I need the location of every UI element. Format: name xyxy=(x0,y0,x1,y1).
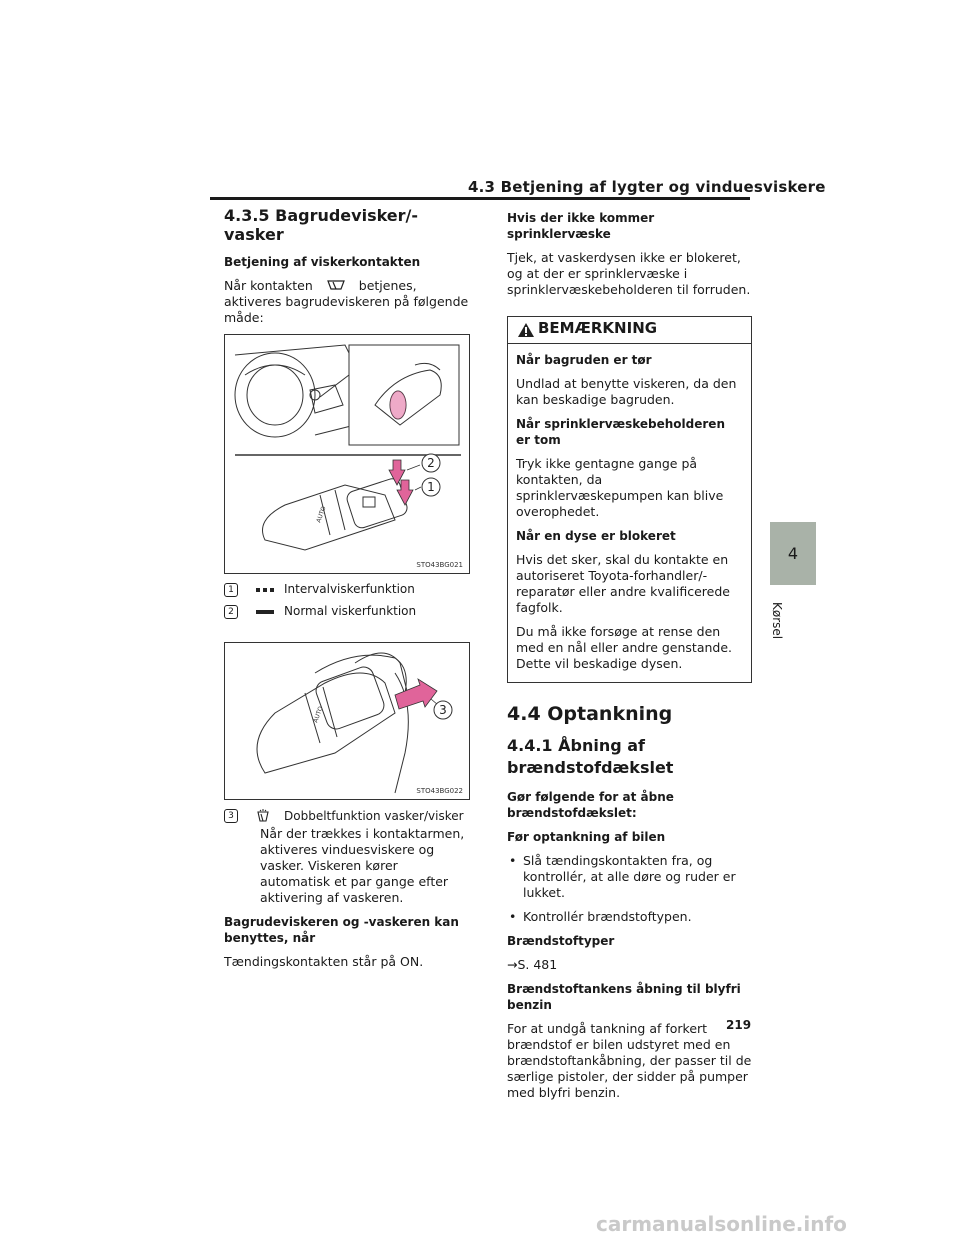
notice-text-4: Du må ikke forsøge at rense den med en nål eller andre genstande. Dette vil beskadige dysen. xyxy=(516,624,733,671)
subheading-fuel-types: Brændstoftyper xyxy=(507,934,615,948)
right-column xyxy=(507,210,752,1109)
legend-text-1: Intervalviskerfunktion xyxy=(284,582,415,596)
washer-wiper-icon xyxy=(256,809,270,823)
left-column xyxy=(224,206,469,978)
normal-wiper-icon xyxy=(256,607,274,617)
header-rule xyxy=(210,197,750,200)
subheading-unleaded-opening: Brændstoftankens åbning til blyfri benzin xyxy=(507,982,741,1012)
section-title-rear-wiper: 4.3.5 Bagrudevisker/-vasker xyxy=(224,206,419,244)
figure-wiper-lever-pull xyxy=(224,642,470,800)
list-item: • Kontrollér brændstoftypen. xyxy=(507,909,752,925)
before-refueling-list xyxy=(507,853,752,925)
figure1-callout-1: 1 xyxy=(427,480,435,494)
unleaded-opening-paragraph: For at undgå tankning af forkert brændstof er bilen udstyret med en brændstoftankåbning, der passer til de særlige pistoler, der sidder på pumper med blyfri benzin. xyxy=(507,1021,752,1100)
interval-wiper-icon xyxy=(256,585,274,595)
subheading-before-refueling: Før optankning af bilen xyxy=(507,830,666,844)
notice-head-3: Når en dyse er blokeret xyxy=(516,529,676,543)
notice-body xyxy=(508,344,751,682)
notice-title: BEMÆRKNING xyxy=(538,319,658,337)
svg-text:AUTO: AUTO xyxy=(312,705,325,724)
rear-wiper-icon xyxy=(327,279,345,291)
page-number: 219 xyxy=(726,1018,752,1032)
intro-paragraph xyxy=(224,278,469,326)
figure2-code: STO43BG022 xyxy=(416,787,463,795)
watermark: carmanualsonline.info xyxy=(596,1212,847,1236)
notice-header xyxy=(508,317,751,344)
legend-item-3 xyxy=(224,808,469,824)
intro-post: betjenes, aktiveres bagrudeviskeren på følgende måde: xyxy=(224,278,469,325)
subheading-usable-when: Bagrudeviskeren og -vaskeren kan benyttes, når xyxy=(224,915,459,945)
warning-triangle-icon xyxy=(517,322,535,338)
chapter-number: 4 xyxy=(787,544,799,563)
page-reference-link[interactable]: →S. 481 xyxy=(507,957,558,972)
figure2-callout-3: 3 xyxy=(439,703,447,717)
section-title-fuel-door: 4.4.1 Åbning af brændstofdækslet xyxy=(507,736,674,777)
legend-number-3: 3 xyxy=(224,809,238,823)
item3-description: Når der trækkes i kontaktarmen, aktiveres vinduesviskere og vasker. Viskeren kører automatisk et par gange efter aktivering af vaskeren. xyxy=(260,826,465,905)
legend-item-2 xyxy=(224,604,469,626)
no-fluid-paragraph: Tjek, at vaskerdysen ikke er blokeret, og at der er sprinklervæske i sprinklervæskebeholderen til forruden. xyxy=(507,250,751,297)
subheading-no-fluid: Hvis der ikke kommer sprinklervæske xyxy=(507,211,655,241)
legend-text-2: Normal viskerfunktion xyxy=(284,604,417,618)
chapter-side-label xyxy=(768,590,808,640)
ignition-on-paragraph: Tændingskontakten står på ON. xyxy=(224,954,424,969)
lever-pull-illustration xyxy=(225,643,469,799)
notice-text-1: Undlad at benytte viskeren, da den kan beskadige bagruden. xyxy=(516,376,737,407)
figure1-code: STO43BG021 xyxy=(416,561,463,569)
legend-text-3: Dobbeltfunktion vasker/visker xyxy=(284,809,464,823)
notice-head-1: Når bagruden er tør xyxy=(516,353,652,367)
chapter-label-text: Kørsel xyxy=(770,602,784,640)
page-header-title: 4.3 Betjening af lygter og vinduesviskere xyxy=(468,178,826,196)
intro-pre: Når kontakten xyxy=(224,278,313,293)
legend-number-2: 2 xyxy=(224,605,238,619)
legend-number-1: 1 xyxy=(224,583,238,597)
notice-head-2: Når sprinklervæskebeholderen er tom xyxy=(516,417,725,447)
figure-wiper-switch-lever xyxy=(224,334,470,574)
figure1-callout-2: 2 xyxy=(427,456,435,470)
notice-text-2: Tryk ikke gentagne gange på kontakten, da sprinklervæskepumpen kan blive overophedet. xyxy=(516,456,724,519)
subheading-switch-operation: Betjening af viskerkontakten xyxy=(224,255,421,269)
subheading-open-fuel-door: Gør følgende for at åbne brændstofdækslet: xyxy=(507,790,674,820)
list-item: • Slå tændingskontakten fra, og kontrollér, at alle døre og ruder er lukket. xyxy=(507,853,752,901)
svg-text:AUTO: AUTO xyxy=(315,505,328,524)
legend-item-1 xyxy=(224,582,469,604)
chapter-side-tab[interactable] xyxy=(770,522,816,585)
notice-text-3: Hvis det sker, skal du kontakte en autoriseret Toyota-forhandler/-reparatør eller andre kvalificerede fagfolk. xyxy=(516,552,730,615)
wiper-lever-illustration xyxy=(225,335,469,573)
notice-box xyxy=(507,316,752,683)
chapter-title-refueling: 4.4 Optankning xyxy=(507,703,673,725)
